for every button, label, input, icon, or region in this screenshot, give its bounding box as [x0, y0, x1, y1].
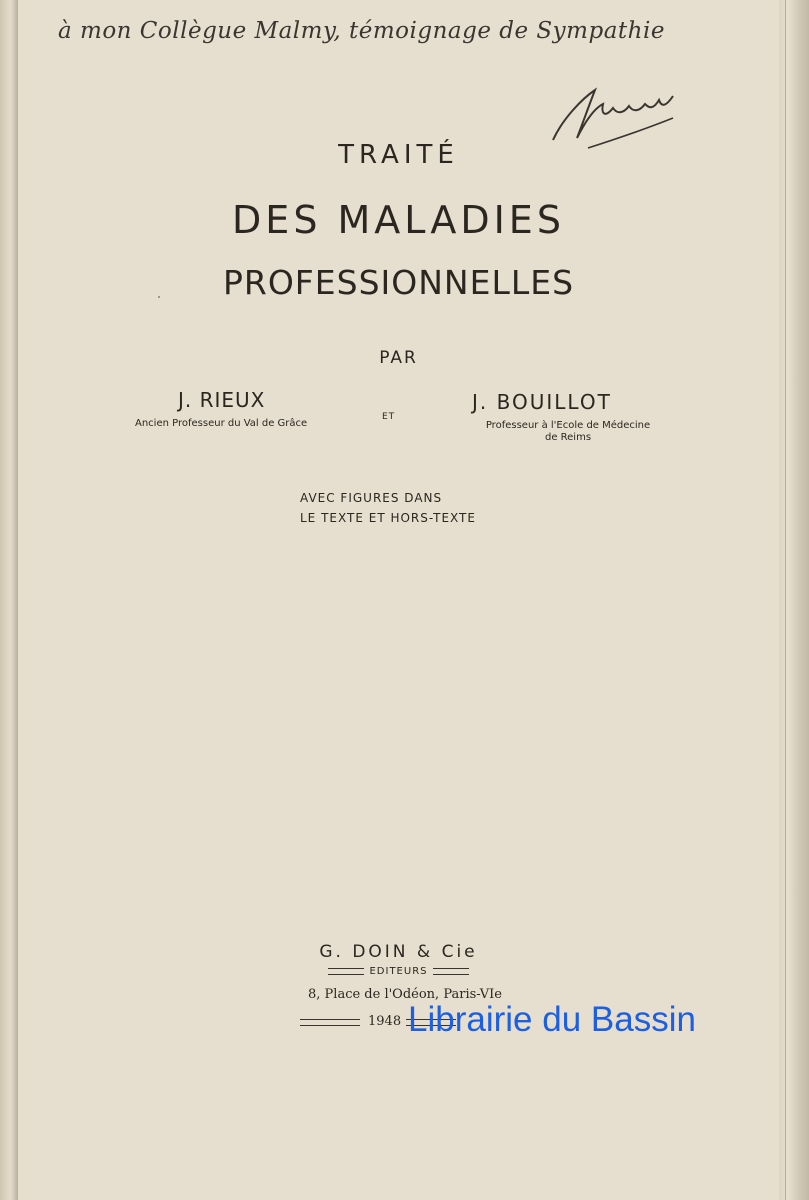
publisher-name: G. DOIN & Cie — [319, 942, 478, 962]
figures-line-2: LE TEXTE ET HORS-TEXTE — [300, 511, 476, 525]
paper-speck — [158, 296, 160, 298]
bookseller-watermark: Librairie du Bassin — [408, 1000, 696, 1039]
title-page — [18, 0, 779, 1200]
author-right-name: J. BOUILLOT — [472, 390, 612, 414]
publisher-role-row — [18, 966, 779, 977]
left-page-edge — [0, 0, 18, 1200]
by-label: PAR — [379, 348, 418, 368]
title-line-1: TRAITÉ — [338, 140, 459, 170]
title-line-3: PROFESSIONNELLES — [222, 263, 575, 302]
and-label: ET — [382, 412, 396, 422]
figures-line-1: AVEC FIGURES DANS — [300, 491, 443, 505]
author-left-description: Ancien Professeur du Val de Grâce — [135, 418, 308, 429]
figures-note — [300, 488, 476, 528]
author-right-description-line-2: de Reims — [544, 432, 592, 443]
publisher-role: EDITEURS — [369, 966, 428, 977]
author-left-name: J. RIEUX — [178, 388, 266, 412]
rule-left — [328, 968, 364, 975]
handwritten-dedication: à mon Collègue Malmy, témoignage de Sympathie — [58, 18, 665, 44]
publication-year: 1948 — [368, 1014, 402, 1029]
rule-right — [433, 968, 469, 975]
right-page-edge — [779, 0, 809, 1200]
author-right-description-line-1: Professeur à l'Ecole de Médecine — [485, 420, 651, 431]
author-right-description — [473, 420, 663, 444]
publisher-address: 8, Place de l'Odéon, Paris-VIe — [308, 987, 502, 1002]
year-rule-left — [300, 1019, 360, 1026]
title-line-2: DES MALADIES — [232, 198, 565, 242]
